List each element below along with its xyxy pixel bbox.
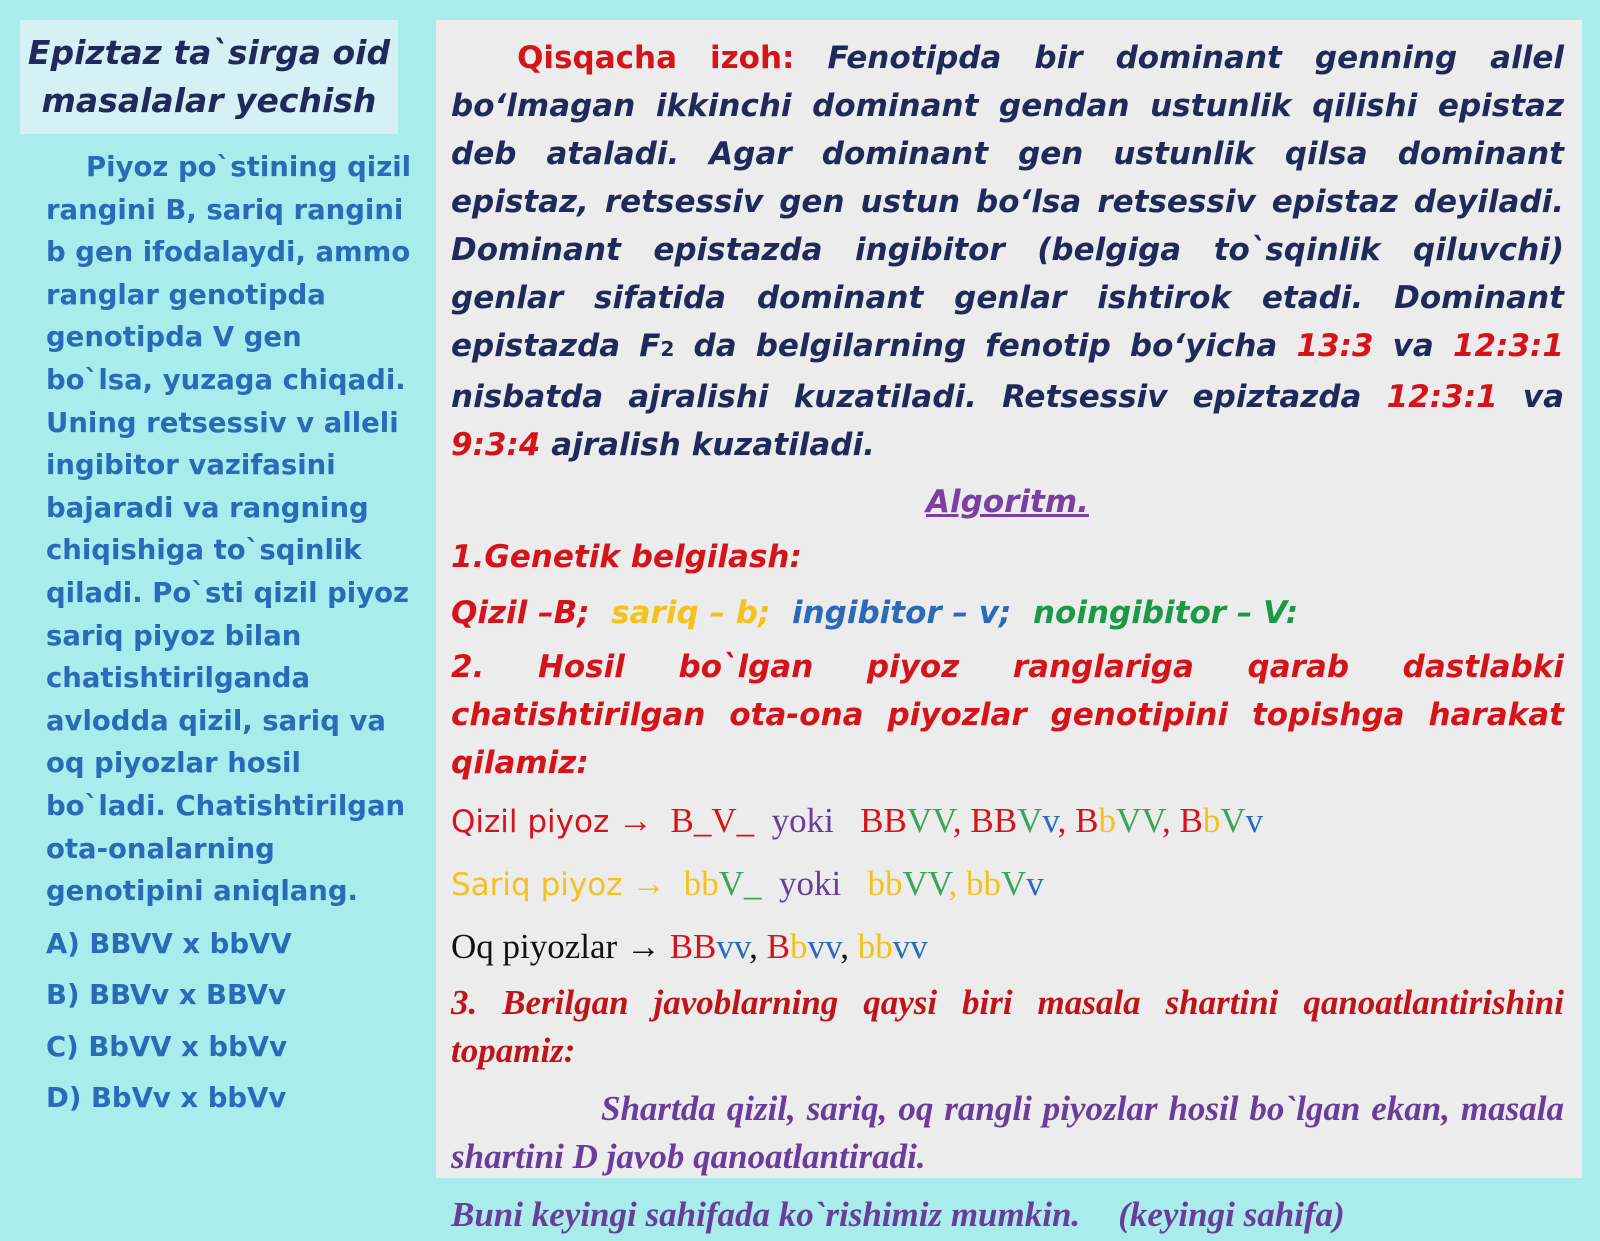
yoki-label: yoki — [778, 864, 842, 903]
intro-subscript: 2 — [660, 337, 675, 361]
algorithm-heading — [451, 477, 1564, 527]
legend-red: Qizil –B; — [451, 595, 590, 631]
arrow-icon: → — [631, 864, 667, 903]
page-title: Epiztaz ta`sirga oid masalalar yechish — [27, 33, 391, 120]
step1-heading: 1.Genetik belgilash: — [451, 539, 802, 575]
intro-paragraph — [451, 34, 1564, 469]
genotype-white-row — [451, 919, 1564, 975]
red-genotype-list: BBVV, BBVv, BbVV, BbVv — [860, 801, 1264, 840]
ratio-13-3: 13:3 — [1296, 328, 1374, 364]
algorithm-title: Algoritm. — [926, 484, 1089, 520]
intro-text-6: ajralish kuzatiladi. — [540, 427, 875, 463]
legend-green: noingibitor – V: — [1032, 595, 1299, 631]
intro-text-4: nisbatda ajralishi kuzatiladi. Retsessiv epiztazda — [451, 379, 1387, 415]
ratio-12-3-1-b: 12:3:1 — [1386, 379, 1498, 415]
option-a: A) BBVV x bbVV — [46, 927, 292, 960]
yellow-onion-label: Sariq piyoz — [451, 867, 623, 903]
ratio-9-3-4: 9:3:4 — [451, 427, 541, 463]
red-main-genotype: B_V_ — [670, 801, 755, 840]
option-c: C) BbVV x bbVv — [46, 1030, 288, 1063]
intro-lead: Qisqacha izoh: — [517, 40, 795, 76]
option-d: D) BbVv x bbVv — [46, 1082, 287, 1115]
solution-panel — [436, 20, 1582, 1234]
intro-text-5: va — [1497, 379, 1565, 415]
problem-text: Piyoz po`stining qizil rangini B, sariq rangini b gen ifodalaydi, ammo ranglar genotipda genotipda V gen bo`lsa, yuzaga chiqadi. Uning retsessiv v alleli ingibitor vazifasini bajaradi va rangning chiqishiga to`sqinlik qiladi. Po`sti qizil piyoz sariq piyoz bilan chatishtirilganda avlodda qizil, sariq va oq piyozlar hosil bo`ladi. Chatishtirilgan ota-onalarning genotipini aniqlang. — [46, 151, 412, 908]
genotype-yellow-row — [451, 856, 1564, 913]
white-onion-label: Oq piyozlar — [451, 927, 618, 966]
intro-text-1: Fenotipda bir dominant genning allel bo‘lmagan ikkinchi dominant gendan ustunlik qilishi epistaz deb ataladi. Agar dominant gen ustunlik qilsa dominant epistaz, retsessiv gen ustun bo‘lsa retsessiv epistaz deyiladi. Dominant epistazda ingibitor (belgiga to`sqinlik qiluvchi) genlar sifatida dominant genlar ishtirok etadi. Dominant epistazda F — [451, 40, 1564, 364]
next-page-link[interactable]: (keyingi sahifa) — [1118, 1195, 1345, 1234]
red-onion-label: Qizil piyoz — [451, 804, 610, 840]
conclusion-text: Shartda qizil, sariq, oq rangli piyozlar hosil bo`lgan ekan, masala shartini D javob qanoatlantiradi. — [451, 1089, 1564, 1176]
option-b: B) BBVv x BBVv — [46, 979, 287, 1012]
title-box — [20, 20, 398, 134]
answer-options — [46, 919, 412, 1125]
arrow-icon: → — [625, 927, 661, 966]
footer-text: Buni keyingi sahifada ko`rishimiz mumkin. — [451, 1195, 1081, 1234]
genotype-red-row — [451, 793, 1564, 850]
arrow-icon: → — [618, 801, 653, 840]
legend-blue: ingibitor – v; — [791, 595, 1012, 631]
footer-line — [451, 1189, 1564, 1241]
white-genotype-list: BBvv, Bbvv, bbvv — [669, 927, 928, 966]
step2-text: 2. Hosil bo`lgan piyoz ranglariga qarab dastlabki chatishtirilgan ota-ona piyozlar genotipini topishga harakat qilamiz: — [451, 649, 1564, 781]
yellow-genotype-list: bbVV, bbVv — [867, 864, 1044, 903]
step3-text: 3. Berilgan javoblarning qaysi biri masala shartini qanoatlantirishini topamiz: — [451, 983, 1564, 1070]
gene-legend — [451, 587, 1564, 639]
ratio-12-3-1-a: 12:3:1 — [1452, 328, 1564, 364]
yellow-main-genotype: bbV_ — [683, 864, 762, 903]
intro-text-2: da belgilarning fenotip bo‘yicha — [674, 328, 1297, 364]
problem-statement — [46, 146, 412, 1125]
legend-yellow: sariq – b; — [611, 595, 771, 631]
yoki-label: yoki — [771, 801, 834, 840]
intro-text-3: va — [1373, 328, 1453, 364]
